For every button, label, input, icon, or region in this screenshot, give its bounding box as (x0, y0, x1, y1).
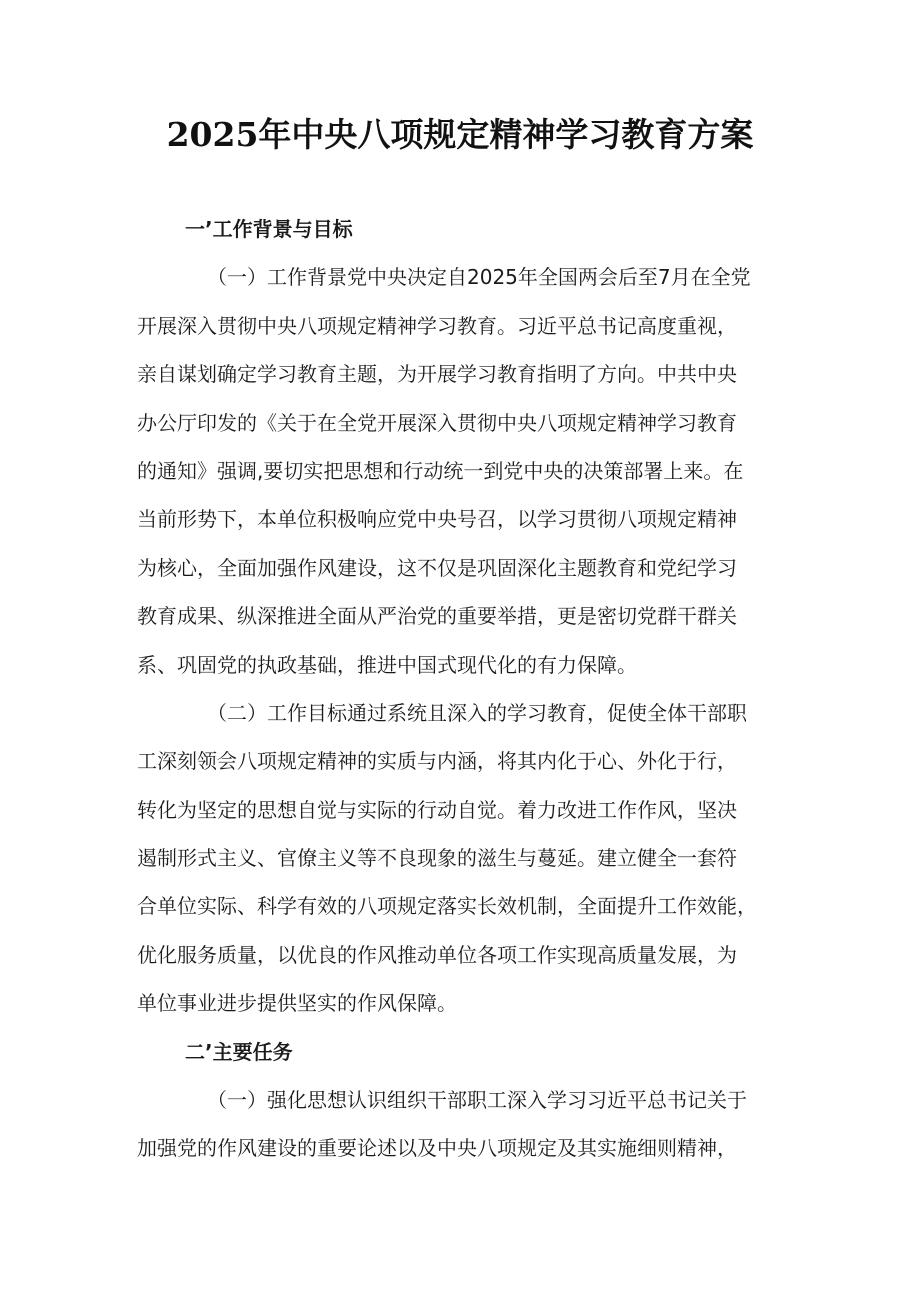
document-title: 2025年中央八项规定精神学习教育方案 (166, 115, 754, 154)
paragraph-line: 当前形势下，本单位积极响应党中央号召，以学习贯彻八项规定精神 (137, 507, 737, 532)
paragraph-line: 办公厅印发的《关于在全党开展深入贯彻中央八项规定精神学习教育 (137, 410, 737, 435)
paragraph-line: 教育成果、纵深推进全面从严治党的重要举措，更是密切党群干群关 (137, 604, 737, 629)
section-heading-main-tasks: 二’主要任务 (185, 1039, 293, 1064)
paragraph-line: （一）工作背景党中央决定自2025年全国两会后至7月在全党 (207, 265, 751, 290)
paragraph-work-goals (137, 689, 797, 1028)
paragraph-line: 加强党的作风建设的重要论述以及中央八项规定及其实施细则精神， (137, 1136, 737, 1161)
document-body (137, 205, 797, 1173)
paragraph-line: 亲自谋划确定学习教育主题，为开展学习教育指明了方向。中共中央 (137, 362, 737, 387)
paragraph-work-background (137, 253, 797, 689)
paragraph-line: 优化服务质量，以优良的作风推动单位各项工作实现高质量发展，为 (137, 942, 737, 967)
paragraph-line: 合单位实际、科学有效的八项规定落实长效机制，全面提升工作效能， (137, 894, 757, 919)
paragraph-line: 转化为坚定的思想自觉与实际的行动自觉。着力改进工作作风，坚决 (137, 797, 737, 822)
paragraph-line: 开展深入贯彻中央八项规定精神学习教育。习近平总书记高度重视， (137, 313, 737, 338)
paragraph-line: 单位事业进步提供坚实的作风保障。 (137, 991, 457, 1016)
section-heading-background-goals: 一’工作背景与目标 (185, 217, 353, 241)
paragraph-line: 系、巩固党的执政基础，推进中国式现代化的有力保障。 (137, 652, 637, 677)
paragraph-line: （一）强化思想认识组织干部职工深入学习习近平总书记关于 (207, 1088, 747, 1113)
paragraph-line: 为核心，全面加强作风建设，这不仅是巩固深化主题教育和党纪学习 (137, 555, 737, 580)
paragraph-line: 遏制形式主义、官僚主义等不良现象的滋生与蔓延。建立健全一套符 (137, 846, 737, 871)
paragraph-line: 工深刻领会八项规定精神的实质与内涵，将其内化于心、外化于行， (137, 749, 737, 774)
paragraph-line: 的通知》强调,要切实把思想和行动统一到党中央的决策部署上来。在 (137, 458, 744, 483)
paragraph-line: （二）工作目标通过系统且深入的学习教育，促使全体干部职 (207, 700, 747, 725)
paragraph-strengthen-awareness (137, 1076, 797, 1173)
